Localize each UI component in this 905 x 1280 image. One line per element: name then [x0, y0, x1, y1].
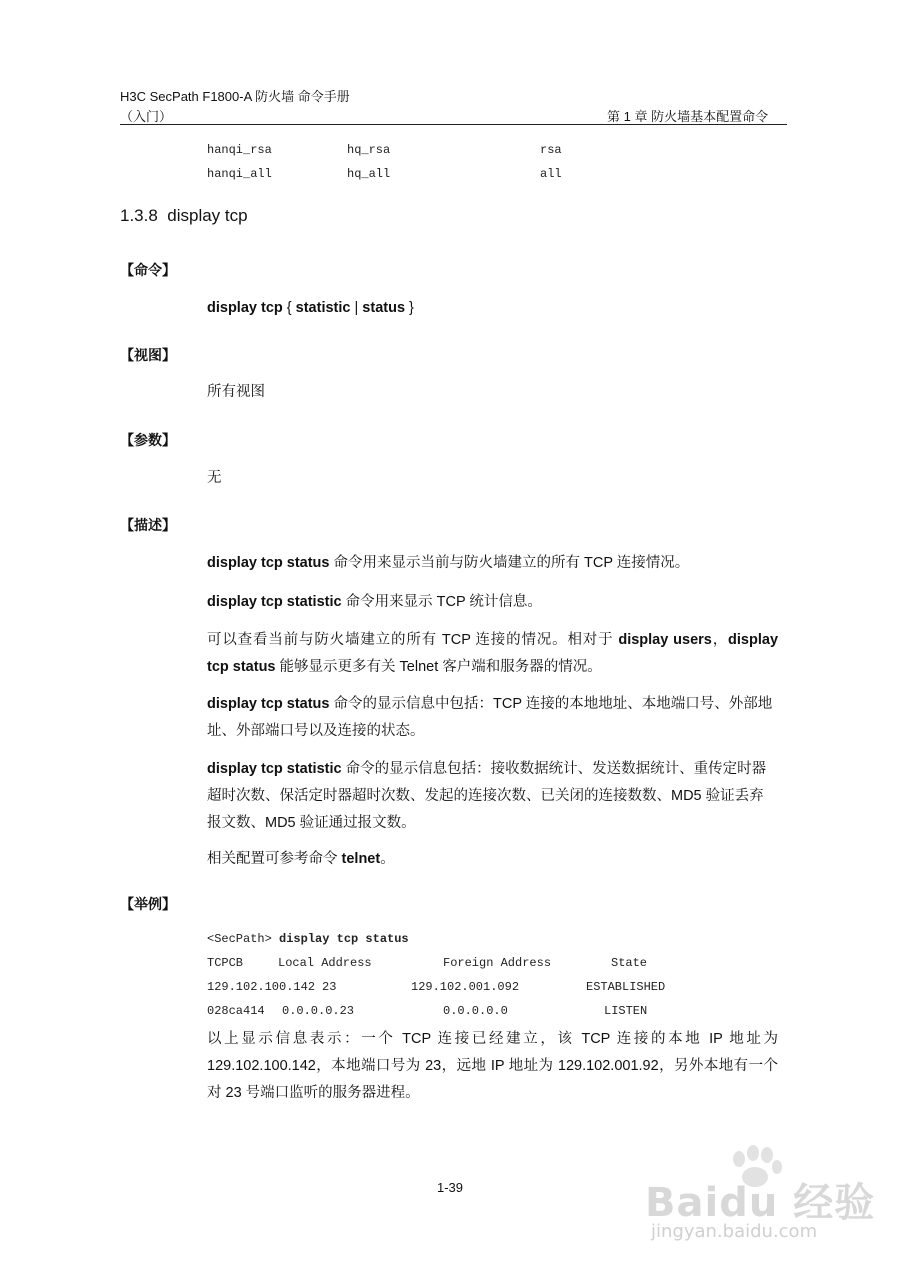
section-heading	[120, 206, 248, 226]
command-ref: display tcp status	[207, 696, 330, 712]
paragraph-text: 相关配置可参考命令	[207, 851, 342, 867]
column-header: State	[611, 956, 648, 970]
column-header: Foreign Address	[443, 956, 552, 970]
example-explanation: 以上显示信息表示：一个 TCP 连接已经建立，该 TCP 连接的本地 IP 地址为 129.102.100.142，本地端口号为 23，远地 IP 地址为 129.102.001.92，另外本地有一个对 23 号端口监听的服务器进程。	[207, 1031, 778, 1101]
chapter-title: 第 1 章 防火墙基本配置命令	[607, 109, 769, 124]
table-cell: hq_rsa	[347, 143, 391, 157]
table-cell: hq_all	[347, 167, 391, 181]
paragraph-text: ，	[711, 632, 729, 648]
table-cell: hanqi_rsa	[207, 143, 272, 157]
cli-prompt: <SecPath>	[207, 932, 280, 946]
table-cell: 0.0.0.0.23	[282, 1004, 355, 1018]
table-cell: 23	[322, 980, 337, 994]
brace-open: {	[282, 300, 296, 316]
paragraph-text: 能够显示更多有关 Telnet 客户端和服务器的情况。	[275, 659, 602, 675]
column-header: TCPCB	[207, 956, 244, 970]
page-number: 1-39	[437, 1180, 464, 1195]
table-cell: ESTABLISHED	[586, 980, 666, 994]
paragraph-text: 可以查看当前与防火墙建立的所有 TCP 连接的情况。相对于	[207, 632, 619, 648]
paragraph-text: 命令的显示信息包括：接收数据统计、发送数据统计、重传定时器超时次数、保活定时器超时次数、发起的连接次数、已关闭的连接数数、MD5 验证丢弃报文数、MD5 验证通过报文数。	[207, 761, 767, 831]
watermark-url: jingyan.baidu.com	[651, 1221, 818, 1242]
command-keyword: display tcp	[207, 300, 283, 316]
section-title: display tcp	[167, 206, 248, 225]
label-description: 【描述】	[120, 517, 176, 533]
params-text: 无	[207, 470, 222, 486]
paragraph-text: 命令用来显示当前与防火墙建立的所有 TCP 连接情况。	[329, 555, 690, 571]
paragraph-text: 命令用来显示 TCP 统计信息。	[341, 594, 542, 610]
cli-command: display tcp status	[279, 932, 409, 946]
example-command-line	[207, 932, 409, 946]
command-ref: display tcp statistic	[207, 761, 342, 777]
command-ref: display tcp status	[207, 632, 779, 675]
watermark-logo: Baidu 经验	[645, 1180, 876, 1226]
command-option-status: status	[362, 300, 406, 316]
desc-paragraph-4	[207, 691, 778, 745]
desc-paragraph-5	[207, 756, 778, 837]
header-rule	[120, 124, 787, 125]
command-ref: display tcp statistic	[207, 594, 342, 610]
option-separator: |	[350, 300, 363, 316]
table-cell: 0.0.0.0.0	[443, 1004, 508, 1018]
label-params: 【参数】	[120, 432, 176, 448]
column-header: Local Address	[278, 956, 372, 970]
baidu-watermark	[645, 1145, 876, 1245]
table-cell: rsa	[540, 143, 562, 157]
desc-paragraph-3	[207, 627, 778, 681]
table-cell: all	[540, 167, 562, 181]
paragraph-text: 。	[380, 851, 395, 867]
desc-paragraph-6	[207, 846, 778, 873]
view-text: 所有视图	[207, 384, 265, 400]
command-syntax	[207, 294, 414, 322]
table-cell: hanqi_all	[207, 167, 272, 181]
section-number: 1.3.8	[120, 206, 158, 225]
label-example: 【举例】	[120, 896, 176, 912]
table-cell: 129.102.001.092	[411, 980, 520, 994]
header-subtitle: （入门）	[120, 109, 173, 124]
header-title: H3C SecPath F1800-A 防火墙 命令手册	[120, 89, 350, 104]
table-cell: 129.102.100.142	[207, 980, 316, 994]
desc-paragraph-2	[207, 589, 778, 616]
desc-paragraph-1	[207, 550, 778, 577]
command-ref: telnet	[341, 851, 381, 867]
brace-close: }	[405, 300, 414, 316]
command-option-statistic: statistic	[295, 300, 351, 316]
paragraph-text: 命令的显示信息中包括：TCP 连接的本地地址、本地端口号、外部地址、外部端口号以及连接的状态。	[207, 696, 773, 739]
command-ref: display users	[618, 632, 712, 648]
command-ref: display tcp status	[207, 555, 330, 571]
table-cell: 028ca414	[207, 1004, 265, 1018]
label-command: 【命令】	[120, 262, 176, 278]
label-view: 【视图】	[120, 347, 176, 363]
table-cell: LISTEN	[604, 1004, 648, 1018]
